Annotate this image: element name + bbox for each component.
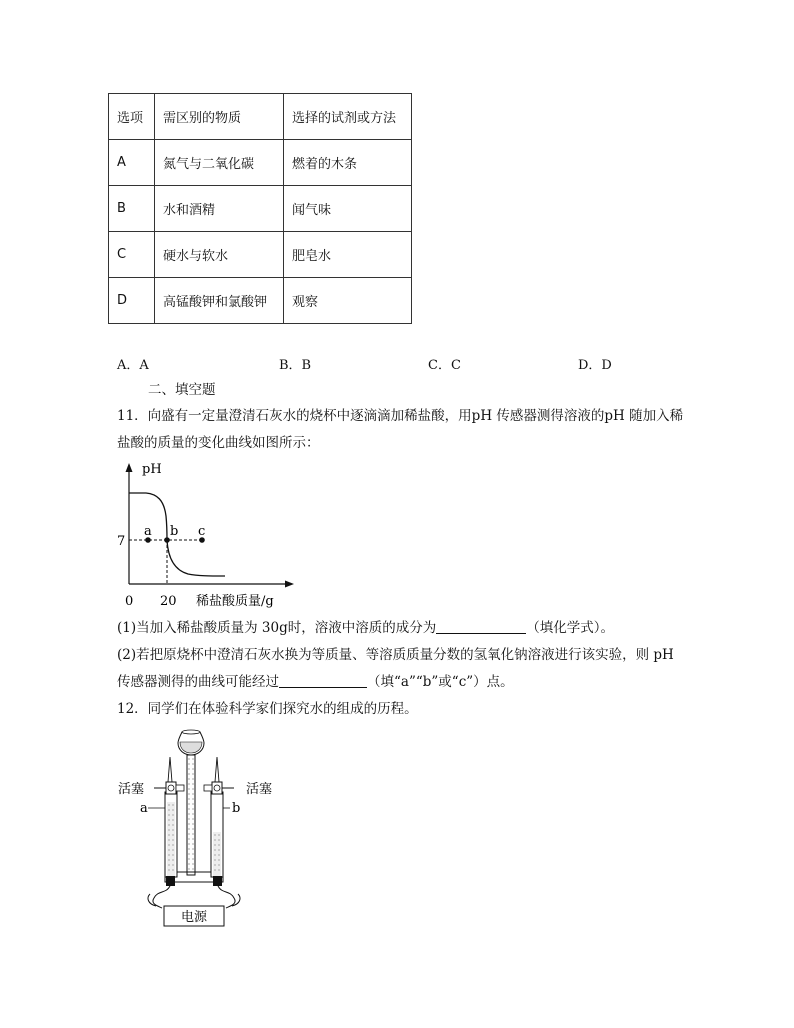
x-tick-label: 20: [160, 594, 177, 609]
right-valve: [204, 782, 234, 794]
tube-a-label: a: [140, 801, 148, 816]
table-cell: 水和酒精: [155, 186, 284, 232]
left-tube-a: [165, 757, 177, 877]
electrolysis-apparatus: [110, 722, 290, 932]
table-cell: B: [109, 186, 155, 232]
table-header-row: [109, 94, 412, 140]
table-cell: 肥皂水: [284, 232, 412, 278]
tube-b-label: b: [232, 801, 241, 816]
point-label-c: c: [198, 524, 206, 539]
left-valve: [154, 782, 184, 794]
table-cell: 硬水与软水: [155, 232, 284, 278]
right-wire: [218, 886, 235, 908]
q12-stem: 12．同学们在体验科学家们探究水的组成的历程。: [117, 701, 418, 717]
origin-label: 0: [125, 594, 134, 609]
table-cell: 高锰酸钾和氯酸钾: [155, 278, 284, 324]
right-tube-b: [211, 757, 223, 877]
table-cell: 燃着的木条: [284, 140, 412, 186]
table-cell: D: [109, 278, 155, 324]
q11-sub1-text: (1)当加入稀盐酸质量为 30g时，溶液中溶质的成分为: [117, 620, 437, 636]
q11-sub2-line1: (2)若把原烧杯中澄清石灰水换为等质量、等溶质质量分数的氢氧化钠溶液进行该实验，则 pH: [117, 647, 674, 663]
answer-blank-2[interactable]: [279, 673, 367, 688]
options-table: [108, 93, 412, 324]
x-axis-label: 稀盐酸质量/g: [196, 594, 274, 609]
table-row: [109, 186, 412, 232]
power-label: 电源: [180, 910, 208, 925]
section-title: 二、填空题: [148, 382, 216, 398]
answer-choice-d[interactable]: D．D: [578, 358, 612, 373]
table-cell: 闻气味: [284, 186, 412, 232]
q11-sub2-text: 传感器测得的曲线可能经过: [117, 674, 279, 690]
q11-sub2-line2: [117, 669, 514, 696]
table-row: [109, 140, 412, 186]
table-row: [109, 232, 412, 278]
right-electrode: [213, 876, 222, 886]
q11-sub1-tail: （填化学式）。: [526, 620, 614, 636]
table-cell: 观察: [284, 278, 412, 324]
left-electrode: [166, 876, 175, 886]
ph-curve-graph: [110, 460, 310, 612]
answer-choice-c[interactable]: C．C: [428, 358, 461, 373]
table-row: [109, 278, 412, 324]
left-wire: [153, 886, 170, 908]
table-cell: C: [109, 232, 155, 278]
q11-sub2-tail: （填“a”“b”或“c”）点。: [367, 674, 514, 690]
y-tick-label: 7: [117, 534, 126, 549]
table-header-cell: 需区别的物质: [155, 94, 284, 140]
answer-blank-1[interactable]: [436, 619, 526, 634]
answer-choice-a[interactable]: A．A: [117, 358, 149, 373]
table-header-cell: 选择的试剂或方法: [284, 94, 412, 140]
point-b: [164, 537, 170, 543]
center-tube: [187, 755, 195, 875]
y-axis-arrow-icon: [126, 463, 133, 472]
table-header-cell: 选项: [109, 94, 155, 140]
table-cell: A: [109, 140, 155, 186]
y-axis-label: pH: [142, 462, 162, 477]
table-cell: 氮气与二氧化碳: [155, 140, 284, 186]
left-valve-label: 活塞: [118, 782, 145, 797]
q11-sub1: [117, 615, 614, 642]
answer-choice-b[interactable]: B．B: [279, 358, 312, 373]
q11-stem-line1: 11．向盛有一定量澄清石灰水的烧杯中逐滴滴加稀盐酸，用pH 传感器测得溶液的pH 随加入稀: [117, 408, 684, 424]
point-label-b: b: [170, 524, 179, 539]
right-valve-label: 活塞: [246, 782, 273, 797]
water-reservoir: [178, 730, 204, 755]
q11-stem-line2: 盐酸的质量的变化曲线如图所示：: [117, 435, 320, 451]
x-axis-arrow-icon: [285, 581, 294, 588]
point-label-a: a: [144, 524, 152, 539]
